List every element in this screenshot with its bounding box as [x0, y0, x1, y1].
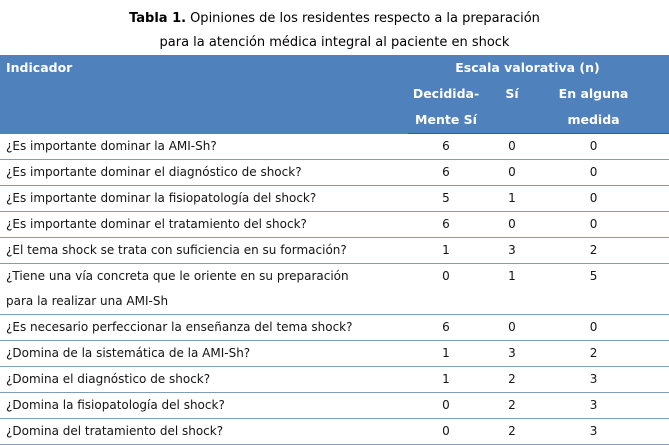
value-cell: 2 [540, 341, 669, 367]
value-cell: 1 [408, 238, 484, 264]
indicator-cell: ¿Domina la fisiopatología del shock? [0, 393, 408, 419]
value-cell: 0 [484, 134, 540, 160]
table-row [0, 315, 669, 341]
value-cell: 2 [484, 393, 540, 419]
indicator-line-2: para la realizar una AMI-Sh [6, 294, 169, 308]
table-row [0, 238, 669, 264]
indicator-cell [0, 264, 408, 315]
table-row [0, 134, 669, 160]
value-cell: 6 [408, 160, 484, 186]
value-cell: 1 [408, 367, 484, 393]
value-cell: 0 [484, 160, 540, 186]
table-row [0, 367, 669, 393]
table-row [0, 419, 669, 445]
table-caption [0, 0, 669, 55]
value-cell: 2 [484, 419, 540, 445]
value-cell: 0 [408, 419, 484, 445]
caption-text-line-1: Opiniones de los residentes respecto a la preparación [190, 11, 540, 26]
value-cell: 3 [540, 419, 669, 445]
column-header-si: Sí [484, 81, 540, 134]
value-cell: 6 [408, 315, 484, 341]
data-table [0, 55, 669, 445]
header-enalguna-line-1: En alguna [558, 86, 629, 101]
header-decidida-line-1: Decidida- [412, 86, 480, 101]
value-cell: 2 [484, 367, 540, 393]
value-cell: 1 [484, 264, 540, 315]
indicator-cell: ¿Domina del tratamiento del shock? [0, 419, 408, 445]
column-header-indicator: Indicador [0, 55, 408, 134]
value-cell: 0 [540, 134, 669, 160]
indicator-cell: ¿Es importante dominar la AMI-Sh? [0, 134, 408, 160]
table-body [0, 134, 669, 445]
value-cell: 0 [540, 212, 669, 238]
indicator-cell: ¿Es importante dominar la fisiopatología del shock? [0, 186, 408, 212]
indicator-cell: ¿Es necesario perfeccionar la enseñanza del tema shock? [0, 315, 408, 341]
indicator-line-1: ¿Tiene una vía concreta que le oriente en su preparación [6, 269, 349, 283]
header-row-main [0, 55, 669, 81]
indicator-cell: ¿Es importante dominar el diagnóstico de shock? [0, 160, 408, 186]
table-row [0, 186, 669, 212]
value-cell: 0 [540, 315, 669, 341]
value-cell: 6 [408, 134, 484, 160]
table-row [0, 264, 669, 315]
value-cell: 1 [484, 186, 540, 212]
value-cell: 0 [484, 315, 540, 341]
table-row [0, 393, 669, 419]
value-cell: 0 [540, 186, 669, 212]
value-cell: 5 [408, 186, 484, 212]
table-row [0, 160, 669, 186]
caption-line-2: para la atención médica integral al paciente en shock [159, 35, 510, 50]
value-cell: 3 [540, 393, 669, 419]
indicator-cell: ¿Domina de la sistemática de la AMI-Sh? [0, 341, 408, 367]
value-cell: 1 [408, 341, 484, 367]
caption-line-1 [0, 7, 669, 31]
header-enalguna-line-2: medida [567, 112, 620, 127]
value-cell: 3 [484, 238, 540, 264]
caption-table-number: Tabla 1. [129, 11, 187, 26]
column-header-en-alguna-medida [540, 81, 669, 134]
table-header [0, 55, 669, 134]
header-decidida-line-2: Mente Sí [415, 112, 477, 127]
indicator-cell: ¿Es importante dominar el tratamiento del shock? [0, 212, 408, 238]
value-cell: 0 [484, 212, 540, 238]
table-row [0, 341, 669, 367]
indicator-cell: ¿Domina el diagnóstico de shock? [0, 367, 408, 393]
value-cell: 2 [540, 238, 669, 264]
value-cell: 0 [408, 264, 484, 315]
value-cell: 3 [540, 367, 669, 393]
value-cell: 3 [484, 341, 540, 367]
value-cell: 6 [408, 212, 484, 238]
table-row [0, 212, 669, 238]
indicator-cell: ¿El tema shock se trata con suficiencia en su formación? [0, 238, 408, 264]
value-cell: 0 [540, 160, 669, 186]
column-header-decididamente-si [408, 81, 484, 134]
column-header-scale: Escala valorativa (n) [408, 55, 669, 81]
value-cell: 0 [408, 393, 484, 419]
value-cell: 5 [540, 264, 669, 315]
